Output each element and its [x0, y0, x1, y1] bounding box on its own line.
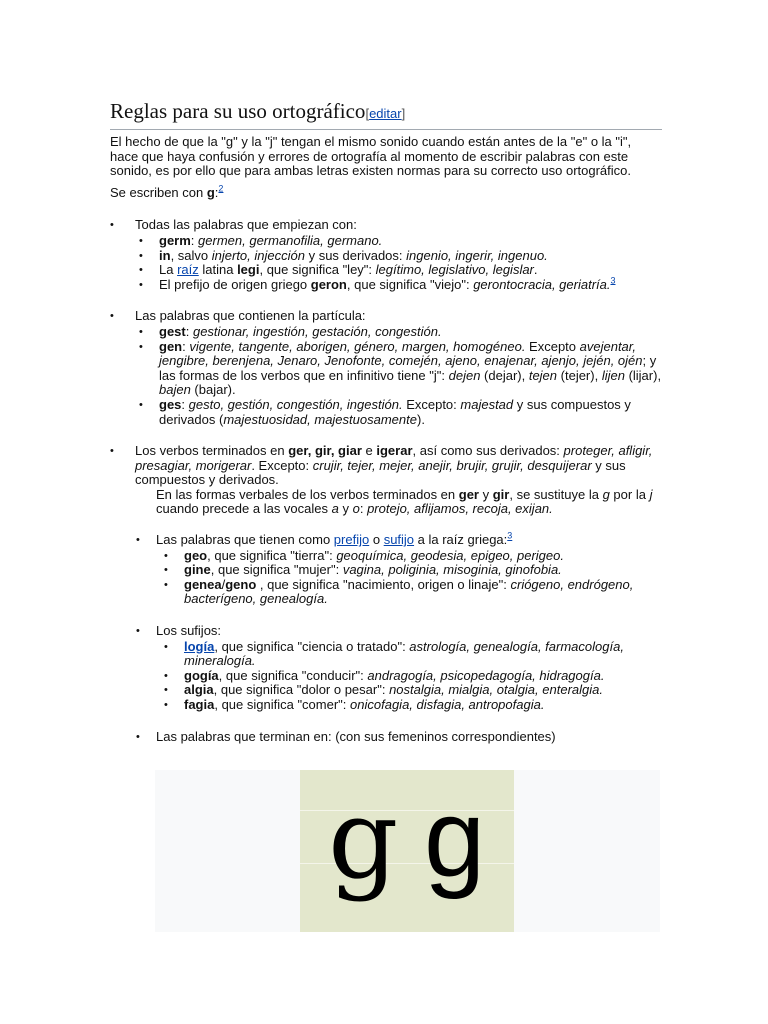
sufijo-link[interactable]: sufijo	[383, 532, 415, 548]
list-item-germ: • germ: germen, germanofilia, germano.	[135, 234, 662, 249]
glyph-g-single-story: g	[424, 777, 486, 900]
verb-note: En las formas verbales de los verbos terminados en ger y gir, se sustituye la g por la j cuando precede a las vocales a y o: protejo, aflijamos, recoja, exijan.	[156, 486, 653, 517]
rule-suffixes: • Los sufijos: • logía, que significa "ciencia o tratado": astrología, genealogía, farmacología, mineralogía. • gogía, que significa "conducir": andragogía, psicopedagogía, hidragogía. • algia, que significa "dolor o pesar": nostalgia, mialgia, otalgia, enteralgia. • fagia, que significa "comer": onicofagia, disfagia, antropofagia.	[110, 624, 662, 713]
logia-link[interactable]: logía	[184, 638, 215, 654]
reference-link-3b[interactable]: 3	[507, 530, 513, 541]
list-item-gest: • gest: gestionar, ingestión, gestación, congestión.	[135, 325, 662, 340]
rule-particles: • Las palabras que contienen la partícula: • gest: gestionar, ingestión, gestación, congestión. • gen: vigente, tangente, aborigen, género, margen, homogéneo. Excepto avejentar, jengibre, berenjena, Jenaro, Jenofonte, comején, ajeno, enajenar, ajenjo, jején, ojén; y las formas de los verbos que en infinitivo tiene "j": dejen (dejar), tejen (tejer), lijen (lijar), bajen (bajar). • ges: gesto, gestión, congestión, ingestión. Excepto: majestad y sus compuestos y derivados (majestuosidad, majestuosamente).	[110, 309, 662, 427]
rule-endings: • Las palabras que terminan en: (con sus femeninos correspondientes)	[110, 730, 662, 745]
edit-link[interactable]: editar	[369, 106, 402, 121]
raiz-link[interactable]: raíz	[177, 262, 199, 278]
rule-greek-roots: • Las palabras que tienen como prefijo o sufijo a la raíz griega:$^3$ • geo, que significa "tierra": geoquímica, geodesia, epigeo, perigeo. • gine, que significa "mujer": vagina, poliginia, misoginia, ginofobia. • genea/geno , que significa "nacimiento, origen o linaje": criógeno, endrógeno, bacterígeno, genealogía.	[110, 533, 662, 607]
list-item-gine: • gine, que significa "mujer": vagina, poliginia, misoginia, ginofobia.	[156, 563, 662, 578]
list-item-gogia: • gogía, que significa "conducir": andragogía, psicopedagogía, hidragogía.	[156, 669, 662, 684]
particle-sublist	[135, 325, 662, 427]
list-item-algia: • algia, que significa "dolor o pesar": nostalgia, mialgia, otalgia, enteralgia.	[156, 683, 662, 698]
section-heading	[110, 98, 662, 130]
intro-paragraph: El hecho de que la "g" y la "j" tengan el mismo sonido cuando están antes de la "e" o la "i", hace que haya confusión y errores de ortografía al momento de escribir palabras con este sonido, es por ello que para ambas letras existen normas para su correcto uso ortográfico.	[110, 134, 632, 179]
prefix-sublist	[135, 234, 662, 292]
list-item-geo: • geo, que significa "tierra": geoquímica, geodesia, epigeo, perigeo.	[156, 549, 662, 564]
list-item-in: • in, salvo injerto, injección y sus derivados: ingenio, ingerir, ingenuo.	[135, 249, 662, 264]
list-item-legi: • La raíz latina legi, que significa "ley": legítimo, legislativo, legislar.	[135, 263, 662, 278]
edit-section: [editar]	[365, 106, 406, 121]
list-item-genea: • genea/geno , que significa "nacimiento, origen o linaje": criógeno, endrógeno, bacterígeno, genealogía.	[156, 578, 662, 607]
glyph-panel	[300, 770, 514, 932]
prefijo-link[interactable]: prefijo	[333, 532, 370, 548]
list-item-geron: • El prefijo de origen griego geron, que significa "viejo": gerontocracia, geriatría.$^3$	[135, 278, 662, 293]
list-item-fagia: • fagia, que significa "comer": onicofagia, disfagia, antropofagia.	[156, 698, 662, 713]
list-item-logia: • logía, que significa "ciencia o tratado": astrología, genealogía, farmacología, mineralogía.	[156, 640, 662, 669]
rule-verbs: • Los verbos terminados en ger, gir, giar e igerar, así como sus derivados: proteger, afligir, presagiar, morigerar. Excepto: crujir, tejer, mejer, anejir, brujir, grujir, desquijerar y sus compuestos y derivados.	[110, 444, 662, 488]
section-title: Reglas para su uso ortográfico	[110, 99, 366, 123]
suffix-sublist	[156, 640, 662, 713]
glyph-g-double-story: g	[328, 775, 399, 903]
rule-prefixes: • Todas las palabras que empiezan con: • germ: germen, germanofilia, germano. • in, salvo injerto, injección y sus derivados: ingenio, ingerir, ingenuo. • La raíz latina legi, que significa "ley": legítimo, legislativo, legislar. • El prefijo de origen griego geron, que significa "viejo": gerontocracia, geriatría.$^3$	[110, 218, 662, 292]
list-item-gen: • gen: vigente, tangente, aborigen, género, margen, homogéneo. Excepto avejentar, jengibre, berenjena, Jenaro, Jenofonte, comején, ajeno, enajenar, ajenjo, jején, ojén; y las formas de los verbos que en infinitivo tiene "j": dejen (dejar), tejen (tejer), lijen (lijar), bajen (bajar).	[135, 340, 662, 398]
lead-paragraph: Se escriben con g:$^2$	[110, 183, 224, 200]
article-body	[110, 98, 662, 744]
list-item-ges: • ges: gesto, gestión, congestión, ingestión. Excepto: majestad y sus compuestos y derivados (majestuosidad, majestuosamente).	[135, 398, 662, 427]
rules-list	[110, 218, 662, 292]
greek-root-sublist	[156, 549, 662, 607]
reference-link-2[interactable]: 2	[218, 183, 224, 194]
reference-link-3[interactable]: 3	[610, 275, 616, 286]
letter-g-figure	[155, 770, 660, 932]
